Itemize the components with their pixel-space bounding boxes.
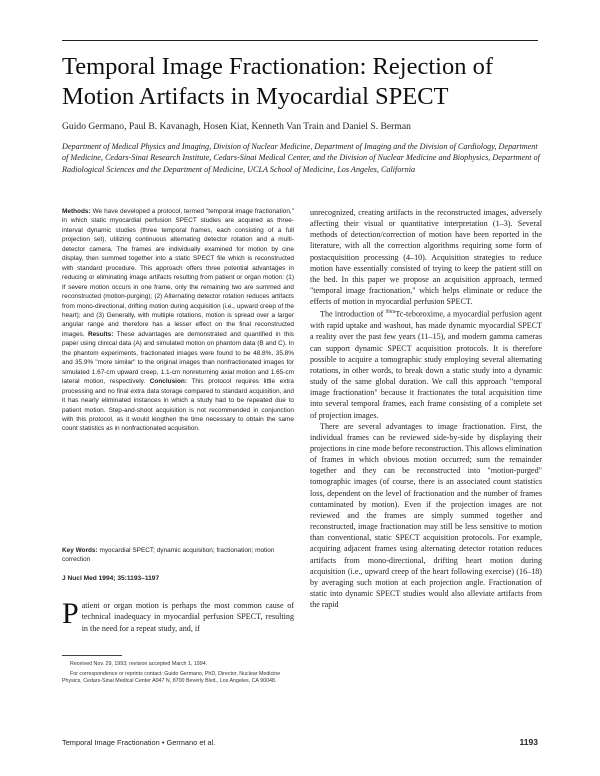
footnotes: [62, 661, 294, 688]
p2-after: Tc-teboroxime, a myocardial perfusion agent with rapid uptake and washout, has made dynamic myocardial SPECT a reality over the past few years (11–15), and modern gamma cameras can support dynamic SPECT acquisition protocols. It is therefore possible to acquire a tomographic study employing several alternating rotations, in other words, to break down a static study into a dynamic study of the same global duration. We call this approach "temporal image fractionation" because it fractionates the total acquisition time into several temporal frames, each frame consisting of a complete set of projection images.: [310, 310, 542, 420]
p2-before: The introduction of: [320, 310, 386, 320]
footnote-rule: [62, 655, 122, 656]
methods-label: Methods:: [62, 208, 91, 215]
page-footer: [62, 738, 538, 752]
abstract: [62, 207, 294, 434]
page-number: 1193: [519, 737, 538, 747]
top-rule: [62, 40, 538, 41]
conclusion-text: This protocol requires little extra processing and no final extra data storage compared to standard acquisition, and it has nearly eliminated instances in which a study had to be repeated due to patient motion. Step-and-shoot acquisition is not recommended in conjunction with this protocol, as it would lengthen the time necessary to obtain the same count statistics as in nonfractionated acquisition.: [62, 378, 294, 433]
keywords-label: Key Words:: [62, 547, 98, 554]
body-paragraph-2: [310, 307, 542, 420]
affiliation: Department of Medical Physics and Imaging, Division of Nuclear Medicine, Department of Imaging and the Division of Cardiology, Department of Medicine, Cedars-Sinai Research Institute, Cedars-Sinai Medical Center, and the Division of Nuclear Medicine and Biophysics, Department of Radiological Sciences and the Department of Medicine, UCLA School of Medicine, Los Angeles, California: [62, 142, 540, 174]
body-paragraph-1: unrecognized, creating artifacts in the reconstructed images, adversely affecting their visual or quantitative interpretation (1–3). Several methods of detection/correction of motion have been reported in the literature, with all the correction algorithms requiring some form of postacquisition processing (4–10). Acquisition strategies to reduce motion have essentially consisted of trying to keep the patient still on the bed. In this paper we propose an acquisition approach, termed "temporal image fractionation," which helps eliminate or reduce the effects of motion in myocardial perfusion SPECT.: [310, 208, 542, 307]
results-text: These advantages are demonstrated and quantified in this paper using clinical data (A) and simulated motion on phantom data (B and C). In the phantom experiments, fractionated images were found to be 48.8%, 35.8% and 35.9% "more similar" to the original images than nonfractionated images for simulated 1.67-cm upward creep, 1.1-cm nonreturning axial motion and 1.65-cm lateral motion, respectively.: [62, 330, 294, 386]
p2-superscript: 99m: [385, 309, 396, 316]
body-right-column: [310, 207, 542, 610]
running-title: Temporal Image Fractionation • Germano et al.: [62, 738, 216, 747]
results-label: Results:: [87, 330, 114, 338]
introduction: [62, 597, 294, 634]
keywords-text: myocardial SPECT; dynamic acquisition; fractionation; motion correction: [62, 547, 275, 564]
journal-citation: [62, 574, 294, 583]
article-title: Temporal Image Fractionation: Rejection of Motion Artifacts in Myocardial SPECT: [62, 53, 493, 110]
footnote-correspondence: For correspondence or reprints contact: Guido Germano, PhD, Director, Nuclear Medicine Physics, Cedars-Sinai Medical Center A047 N, 8700 Beverly Blvd., Los Angeles, CA 90048.: [62, 670, 281, 685]
drop-cap: P: [62, 597, 79, 630]
citation-text: J Nucl Med 1994; 35:1193–1197: [62, 575, 160, 582]
intro-text: atient or organ motion is perhaps the most common cause of technical inadequacy in myocardial perfusion SPECT, resulting in the need for a repeat study, and, if: [81, 601, 294, 633]
methods-text: We have developed a protocol, termed "temporal image fractionation," in which static myocardial perfusion SPECT studies are acquired as three-interval dynamic studies (three temporal frames, each consisting of a full projection set), utilizing continuous alternating detector rotation and a multi-detector camera. The frames are individually examined for motion by cine display, then summed together into a static SPECT file which is reconstructed with standard procedure. This approach offers three potential advantages in reducing or eliminating image artifacts resulting from patient or organ motion: (1) If severe motion occurs in one frame, only the remaining two are summed and reconstructed (motion-purging); (2) Alternating detector rotation reduces artifacts from mono-directional, drifting motion during acquisition (i.e., upward creep of the heart); and (3) Generally, with multiple rotations, motion is spread over a larger angular range and therefore has a lesser effect on the final reconstructed images.: [62, 208, 294, 338]
footnote-received: Received Nov. 29, 1993; revision accepted March 1, 1994.: [70, 661, 208, 667]
conclusion-label: Conclusion:: [149, 378, 187, 386]
author-list: Guido Germano, Paul B. Kavanagh, Hosen Kiat, Kenneth Van Train and Daniel S. Berman: [62, 121, 411, 132]
keywords: [62, 546, 294, 565]
body-paragraph-3: There are several advantages to image fractionation. First, the individual frames can be reviewed side-by-side by displaying their projections in cine mode before reconstruction. This allows elimination of frames in which obvious motion occurred; sum the remainder together and they can be reconstructed into "motion-purged" tomographic images (of course, there is an associated count statistics loss, dependent on the level of fractionation and the number of frames contaminated by motion). Even if the projection images are not reviewed and the frames are simply summed together and reconstructed, image fractionation may still be less sensitive to motion than conventional, static SPECT acquisition protocols. For example, acquiring adjacent frames using alternating detector rotation reduces artifacts from mono-directional, drifting heart motion during acquisition (i.e., upward creep of the heart following exercise) (16–18) by averaging such motion at each projection angle. Fractionation of static into dynamic SPECT studies would also alleviate artifacts from the rapid: [310, 421, 542, 610]
